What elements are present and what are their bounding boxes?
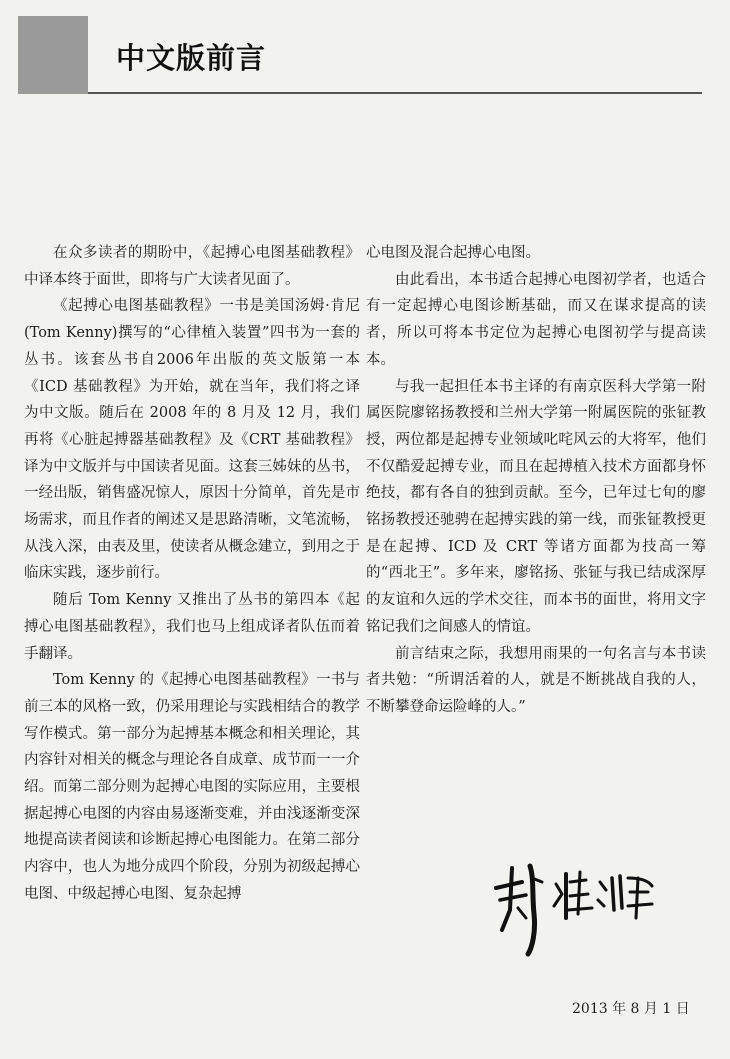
paragraph-continuation: 心电图及混合起搏心电图。 xyxy=(366,245,540,261)
paragraph: Tom Kenny 的《起搏心电图基础教程》一书与前三本的风格一致，仍采用理论与实践相结合的教学写作模式。第一部分为起搏基本概念和相关理论，其内容针对相关的概念与理论各自成章、成节而一一介绍。而第二部分则为起搏心电图的实际应用，主要根据起搏心电图的内容由易逐渐变难，并由浅逐渐变深地提高读者阅读和诊断起搏心电图能力。在第二部分内容中，也人为地分成四个阶段，分别为初级起搏心电图、中级起搏心电图、复杂起搏 xyxy=(24,672,360,902)
right-text-column xyxy=(366,240,706,721)
chapter-header xyxy=(0,0,730,100)
handwritten-signature xyxy=(482,848,662,958)
header-rule xyxy=(88,92,702,94)
date-line: 2013 年 8 月 1 日 xyxy=(572,1001,690,1017)
paragraph: 由此看出，本书适合起搏心电图初学者，也适合有一定起搏心电图诊断基础，而又在谋求提高的读者，所以可将本书定位为起搏心电图初学与提高读本。 xyxy=(366,271,706,368)
paragraph: 前言结束之际，我想用雨果的一句名言与本书读者共勉：“所谓活着的人，就是不断挑战自我的人，不断攀登命运险峰的人。” xyxy=(366,645,706,715)
paragraph: 在众多读者的期盼中，《起搏心电图基础教程》中译本终于面世，即将与广大读者见面了。 xyxy=(24,245,360,288)
left-text-column xyxy=(24,240,360,908)
paragraph: 《起搏心电图基础教程》一书是美国汤姆·肯尼(Tom Kenny)撰写的“心律植入装置”四书为一套的丛书。该套丛书自2006年出版的英文版第一本《ICD 基础教程》为开始，就在当年，我们将之译为中文版。随后在 2008 年的 8 月及 12 月，我们再将《心脏起搏器基础教程》及《CRT 基础教程》译为中文版并与中国读者见面。这套三姊妹的丛书，一经出版，销售盛况惊人，原因十分简单，首先是市场需求，而且作者的阐述又是思路清晰，文笔流畅，从浅入深，由表及里，使读者从概念建立，到用之于临床实践，逐步前行。 xyxy=(24,298,360,582)
header-decoration-block xyxy=(18,16,88,94)
paragraph: 随后 Tom Kenny 又推出了丛书的第四本《起搏心电图基础教程》，我们也马上组成译者队伍而着手翻译。 xyxy=(24,592,360,662)
page-title: 中文版前言 xyxy=(116,41,267,75)
paragraph: 与我一起担任本书主译的有南京医科大学第一附属医院廖铭扬教授和兰州大学第一附属医院的张钲教授，两位都是起搏专业领域叱咤风云的大将军，他们不仅酷爱起搏专业，而且在起搏植入技术方面都身怀绝技，都有各自的独到贡献。至今，已年过七旬的廖铭扬教授还驰骋在起搏实践的第一线，而张钲教授更是在起搏、ICD 及 CRT 等诸方面都为技高一筹的“西北王”。多年来，廖铭扬、张钲与我已结成深厚的友谊和久远的学术交往，而本书的面世，将用文字铭记我们之间感人的情谊。 xyxy=(366,378,706,635)
